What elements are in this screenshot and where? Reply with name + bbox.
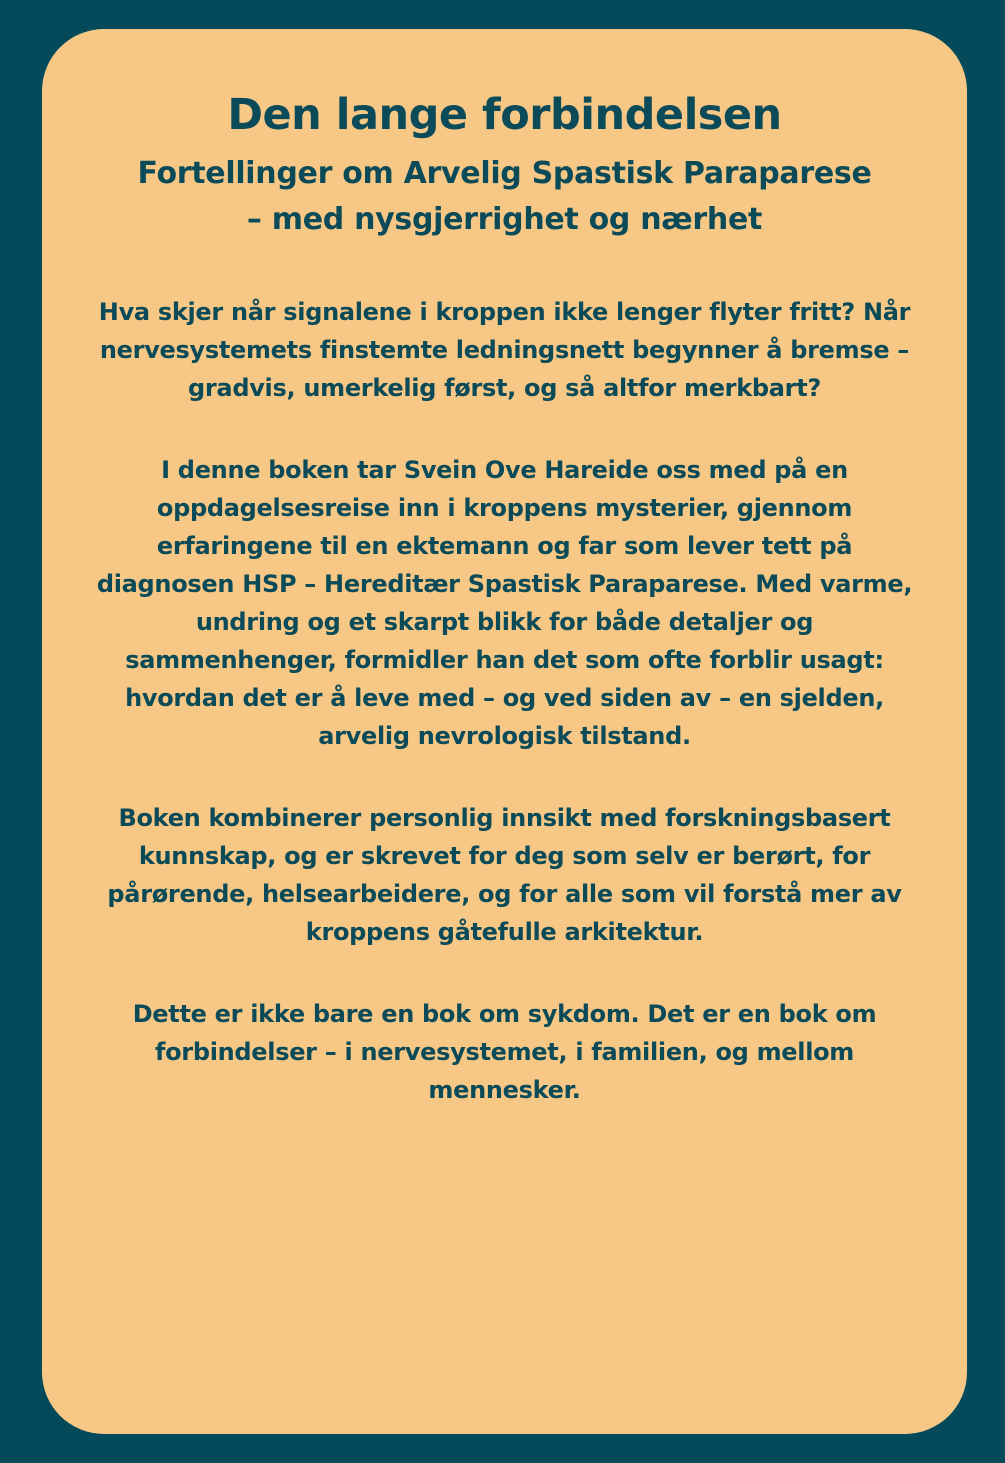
- blurb: [90, 293, 919, 1109]
- blurb-paragraph-3: Boken kombinerer personlig innsikt med forskningsbasert kunnskap, og er skrevet for deg som selv er berørt, for pårørende, helsearbeidere, og for alle som vil forstå mer av kroppens gåtefulle arkitektur.: [107, 804, 902, 946]
- blurb-paragraph-1: Hva skjer når signalene i kroppen ikke lenger flyter fritt? Når nervesystemets finstemte ledningsnett begynner å bremse – gradvis, umerkelig først, og så altfor merkbart?: [98, 298, 911, 402]
- subtitle-line-1: Fortellinger om Arvelig Spastisk Paraparese: [137, 156, 872, 191]
- book-title: Den lange forbindelsen: [227, 90, 782, 140]
- subtitle-line-2: – med nysgjerrighet og nærhet: [246, 202, 763, 237]
- book-subtitle: [90, 151, 919, 243]
- blurb-paragraph-2: I denne boken tar Svein Ove Hareide oss med på en oppdagelsesreise inn i kroppens mysterier, gjennom erfaringene til en ektemann og far som lever tett på diagnosen HSP – Hereditær Spastisk Paraparese. Med varme, undring og et skarpt blikk for både detaljer og sammenhenger, formidler han det som ofte forblir usagt: hvordan det er å leve med – og ved siden av – en sjelden, arvelig nevrologisk tilstand.: [96, 456, 913, 750]
- blurb-paragraph-4: Dette er ikke bare en bok om sykdom. Det er en bok om forbindelser – i nervesystemet, i familien, og mellom mennesker.: [132, 1000, 877, 1104]
- back-cover-card: [42, 29, 967, 1434]
